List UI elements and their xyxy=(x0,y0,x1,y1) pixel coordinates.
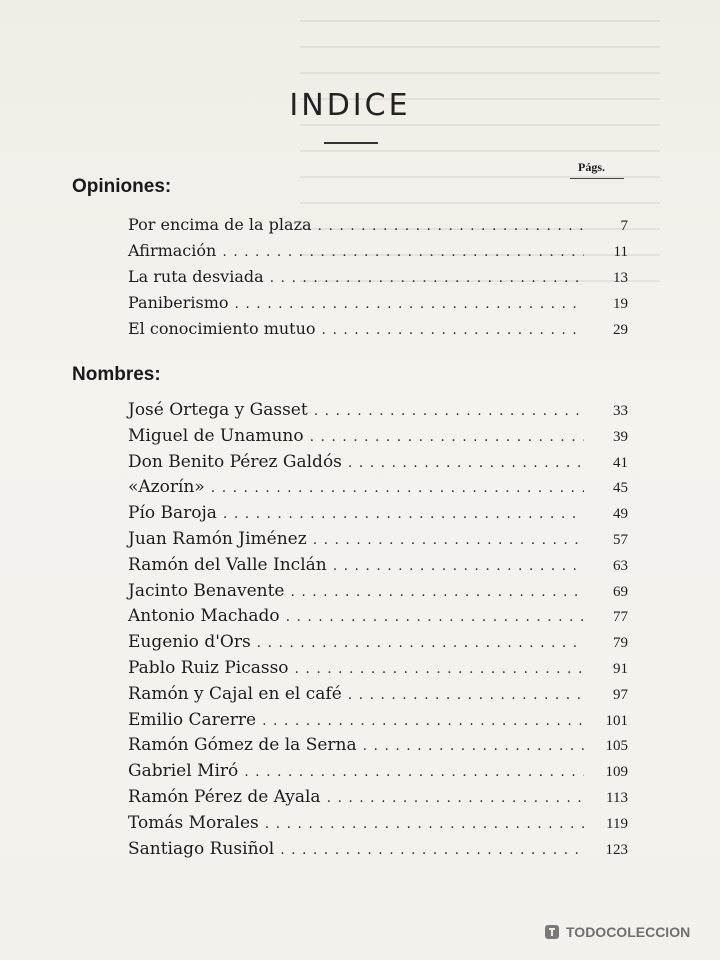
toc-entry-page-number: 7 xyxy=(620,218,628,234)
toc-entry-title: Por encima de la plaza xyxy=(128,215,312,234)
dot-leader xyxy=(295,661,584,677)
dot-leader xyxy=(348,687,584,703)
toc-entry xyxy=(128,267,628,293)
dot-leader xyxy=(348,455,584,471)
toc-entry xyxy=(128,319,628,345)
dot-leader xyxy=(280,842,584,858)
dot-leader xyxy=(363,738,584,754)
dot-leader xyxy=(286,609,584,625)
watermark xyxy=(544,924,690,940)
page-title: INDICE xyxy=(289,88,411,123)
toc-entry xyxy=(128,581,628,607)
toc-entry-page-number: 41 xyxy=(613,454,628,471)
title-divider xyxy=(324,142,378,144)
dot-leader xyxy=(223,506,584,522)
toc-entry-page-number: 45 xyxy=(613,480,628,497)
dot-leader xyxy=(327,790,584,806)
section-heading-nombres: Nombres: xyxy=(72,364,161,385)
toc-entry xyxy=(128,426,628,452)
toc-entry xyxy=(128,632,628,658)
toc-entry-page-number: 109 xyxy=(605,764,628,781)
toc-entry-title: La ruta desviada xyxy=(128,267,264,286)
toc-entry-page-number: 49 xyxy=(613,506,628,523)
dot-leader xyxy=(257,635,584,651)
toc-entry-page-number: 11 xyxy=(613,244,628,260)
toc-entry xyxy=(128,529,628,555)
toc-entry xyxy=(128,606,628,632)
toc-entry xyxy=(128,787,628,813)
pages-column-label: Págs. xyxy=(578,160,605,174)
toc-entry xyxy=(128,452,628,478)
dot-leader xyxy=(235,296,585,312)
toc-entry-title: Ramón Pérez de Ayala xyxy=(128,786,321,807)
toc-entry-title: El conocimiento mutuo xyxy=(128,319,316,338)
dot-leader xyxy=(314,403,584,419)
dot-leader xyxy=(290,584,584,600)
toc-entry-title: Ramón del Valle Inclán xyxy=(128,554,327,575)
toc-entry xyxy=(128,684,628,710)
toc-entry xyxy=(128,241,628,267)
toc-entry-title: Jacinto Benavente xyxy=(128,580,285,601)
toc-list-nombres xyxy=(128,400,628,864)
toc-entry-title: Gabriel Miró xyxy=(128,761,239,782)
dot-leader xyxy=(262,713,584,729)
dot-leader xyxy=(222,244,584,260)
toc-entry-title: Tomás Morales xyxy=(128,812,259,833)
toc-entry xyxy=(128,555,628,581)
toc-entry-title: Antonio Machado xyxy=(128,606,280,627)
toc-entry-page-number: 29 xyxy=(613,322,628,338)
toc-entry-title: Ramón Gómez de la Serna xyxy=(128,735,357,756)
toc-entry-page-number: 101 xyxy=(605,712,628,729)
dot-leader xyxy=(318,218,584,234)
toc-entry-page-number: 63 xyxy=(613,557,628,574)
toc-entry-page-number: 39 xyxy=(613,428,628,445)
dot-leader xyxy=(310,429,584,445)
toc-entry-page-number: 33 xyxy=(613,403,628,419)
dot-leader xyxy=(333,558,584,574)
toc-entry-title: Miguel de Unamuno xyxy=(128,425,304,446)
toc-entry-title: José Ortega y Gasset xyxy=(128,400,308,420)
todocoleccion-logo-icon xyxy=(544,924,560,940)
dot-leader xyxy=(313,532,584,548)
toc-entry-page-number: 113 xyxy=(606,789,628,806)
toc-entry xyxy=(128,477,628,503)
toc-entry-page-number: 91 xyxy=(613,660,628,677)
toc-entry-page-number: 97 xyxy=(613,686,628,703)
toc-entry xyxy=(128,839,628,865)
toc-entry xyxy=(128,735,628,761)
toc-entry xyxy=(128,503,628,529)
toc-entry-title: Afirmación xyxy=(128,241,217,260)
toc-entry-page-number: 77 xyxy=(613,609,628,626)
toc-entry-page-number: 105 xyxy=(605,738,628,755)
dot-leader xyxy=(211,480,584,496)
toc-entry xyxy=(128,658,628,684)
toc-entry-page-number: 57 xyxy=(613,531,628,548)
toc-entry-title: Eugenio d'Ors xyxy=(128,632,251,653)
toc-entry xyxy=(128,813,628,839)
toc-entry xyxy=(128,710,628,736)
toc-entry xyxy=(128,761,628,787)
toc-entry-page-number: 79 xyxy=(613,635,628,652)
dot-leader xyxy=(322,322,584,338)
pages-column-divider xyxy=(570,178,624,179)
toc-entry-title: Pablo Ruiz Picasso xyxy=(128,657,289,678)
toc-entry-title: Juan Ramón Jiménez xyxy=(128,528,307,549)
toc-entry xyxy=(128,215,628,241)
toc-entry-page-number: 119 xyxy=(606,815,628,832)
toc-entry-title: Pío Baroja xyxy=(128,503,217,524)
toc-entry-title: Don Benito Pérez Galdós xyxy=(128,451,342,472)
toc-list-opiniones xyxy=(128,215,628,345)
dot-leader xyxy=(244,764,584,780)
toc-entry-title: Santiago Rusiñol xyxy=(128,838,275,859)
toc-entry xyxy=(128,293,628,319)
dot-leader xyxy=(270,270,584,286)
toc-entry-page-number: 13 xyxy=(613,270,628,286)
toc-entry-title: «Azorín» xyxy=(128,477,205,498)
toc-entry-page-number: 69 xyxy=(613,583,628,600)
toc-entry-title: Ramón y Cajal en el café xyxy=(128,683,342,704)
toc-entry xyxy=(128,400,628,426)
toc-entry-title: Paniberismo xyxy=(128,293,229,312)
dot-leader xyxy=(265,816,584,832)
watermark-text: TODOCOLECCION xyxy=(566,924,691,940)
toc-entry-page-number: 19 xyxy=(613,296,628,312)
toc-entry-page-number: 123 xyxy=(605,841,628,858)
toc-entry-title: Emilio Carerre xyxy=(128,709,257,730)
section-heading-opiniones: Opiniones: xyxy=(72,176,172,197)
